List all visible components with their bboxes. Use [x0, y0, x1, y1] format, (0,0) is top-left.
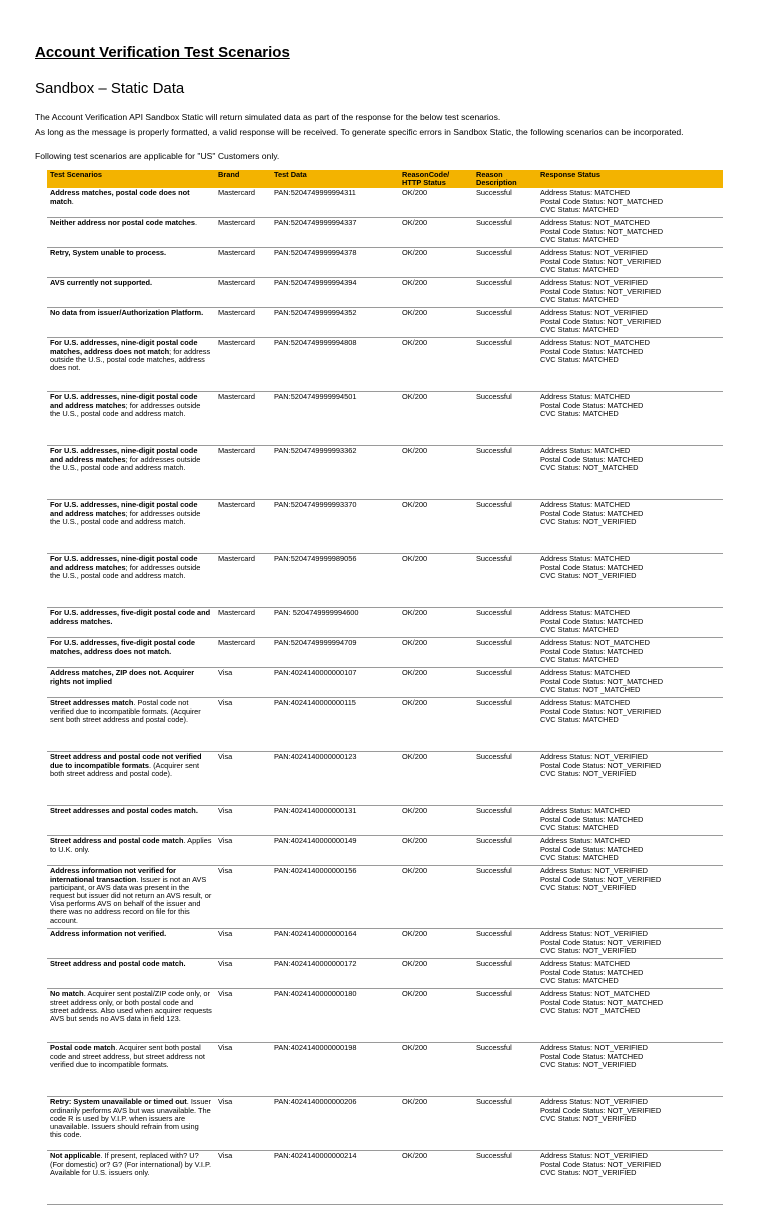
- scenario-cell: [47, 806, 215, 836]
- status-line: CVC Status: MATCHED: [540, 852, 619, 862]
- reason-code-cell: OK/200: [399, 308, 473, 338]
- response-status-cell: [537, 608, 723, 638]
- scenario-detail: . Postal code not verified due to incompatible formats. (Acquirer sent both street address and postal code).: [50, 699, 201, 724]
- response-status-cell: [537, 929, 723, 959]
- status-line: Address Status: NOT_VERIFIED: [540, 866, 649, 876]
- scenario-cell: [47, 836, 215, 866]
- status-line: Address Status: MATCHED: [540, 836, 631, 846]
- status-line: Address Status: MATCHED: [540, 188, 631, 198]
- table-row: [47, 392, 723, 446]
- table-body: [47, 188, 723, 1205]
- scenario-title: Address information not verified.: [50, 930, 167, 939]
- status-line: Postal Code Status: MATCHED: [540, 616, 644, 626]
- scenario-cell: [47, 638, 215, 668]
- response-status-cell: [537, 218, 723, 248]
- scenario-title: For U.S. addresses, nine-digit postal code matches, address does not match: [50, 339, 198, 356]
- reason-code-cell: OK/200: [399, 752, 473, 806]
- status-line: CVC Status: MATCHED: [540, 324, 619, 334]
- table-row: [47, 338, 723, 392]
- scenario-detail: ; for addresses outside the U.S., postal code and address match.: [50, 454, 201, 472]
- header-test-scenarios: Test Scenarios: [47, 170, 215, 188]
- reason-code-cell: OK/200: [399, 806, 473, 836]
- status-line: Postal Code Status: MATCHED: [540, 346, 644, 356]
- status-line: Postal Code Status: NOT_MATCHED: [540, 676, 664, 686]
- reason-description-cell: Successful: [473, 959, 537, 989]
- status-line: CVC Status: MATCHED: [540, 234, 619, 244]
- scenario-detail: ; for addresses outside the U.S., postal code and address match.: [50, 400, 201, 418]
- scenario-detail: ; for addresses outside the U.S., postal code and address match.: [50, 508, 201, 526]
- table-row: [47, 188, 723, 218]
- scenario-title: No match: [50, 990, 84, 999]
- response-status-cell: [537, 959, 723, 989]
- response-status-cell: [537, 392, 723, 446]
- scenario-title: Address information not verified for international transaction: [50, 867, 177, 884]
- reason-code-cell: OK/200: [399, 929, 473, 959]
- test-data-cell: PAN: 5204749999994600: [271, 608, 399, 638]
- brand-cell: Visa: [215, 698, 271, 752]
- scenario-cell: [47, 929, 215, 959]
- status-line: CVC Status: NOT_VERIFIED: [540, 1113, 637, 1123]
- test-data-cell: PAN:5204749999994808: [271, 338, 399, 392]
- status-line: Postal Code Status: NOT_VERIFIED: [540, 1159, 662, 1169]
- document-subtitle: Sandbox – Static Data: [35, 80, 185, 97]
- response-status-cell: [537, 278, 723, 308]
- status-line: Address Status: MATCHED: [540, 806, 631, 816]
- response-status-cell: [537, 668, 723, 698]
- status-line: CVC Status: MATCHED: [540, 975, 619, 985]
- reason-description-cell: Successful: [473, 248, 537, 278]
- brand-cell: Visa: [215, 959, 271, 989]
- scenario-cell: [47, 248, 215, 278]
- scenario-detail: . Issuer is not an AVS participant, or AVS data was present in the request but issuer did not return an AVS result, or Visa performs AVS on behalf of the issuer and there was no address record on file for this account.: [50, 874, 212, 925]
- scenario-detail: . Acquirer sent postal/ZIP code only, or street address only, or both postal code and street address. Also used when acquirer requests AVS but sends no AVS data in field 123.: [50, 990, 212, 1024]
- scenario-title: Street addresses match: [50, 699, 134, 708]
- table-row: [47, 806, 723, 836]
- table-row: [47, 1043, 723, 1097]
- table-row: [47, 248, 723, 278]
- header-response-status: Response Status: [537, 170, 723, 188]
- table-row: [47, 1151, 723, 1205]
- response-status-cell: [537, 308, 723, 338]
- scenario-title: Not applicable: [50, 1152, 101, 1161]
- status-line: Address Status: NOT_VERIFIED: [540, 1151, 649, 1161]
- test-data-cell: PAN:4024140000000164: [271, 929, 399, 959]
- brand-cell: Mastercard: [215, 338, 271, 392]
- brand-cell: Visa: [215, 866, 271, 929]
- status-line: CVC Status: NOT_VERIFIED: [540, 882, 637, 892]
- status-line: CVC Status: MATCHED: [540, 204, 619, 214]
- scenario-cell: [47, 338, 215, 392]
- reason-description-cell: Successful: [473, 929, 537, 959]
- brand-cell: Visa: [215, 1043, 271, 1097]
- response-status-cell: [537, 500, 723, 554]
- status-line: Postal Code Status: NOT_VERIFIED: [540, 874, 662, 884]
- reason-description-cell: Successful: [473, 1097, 537, 1151]
- brand-cell: Mastercard: [215, 500, 271, 554]
- header-reason-code: ReasonCode/ HTTP Status: [399, 170, 473, 188]
- test-scenarios-table: [47, 170, 723, 1205]
- scenario-detail: . Issuer ordinarily performs AVS but was unavailable. The code R is used by V.I.P. when issuers are unavailable. Issuers should refrain from using this code.: [50, 1098, 211, 1140]
- header-reason-description: Reason Description: [473, 170, 537, 188]
- brand-cell: Mastercard: [215, 392, 271, 446]
- scenario-cell: [47, 554, 215, 608]
- test-data-cell: PAN:4024140000000180: [271, 989, 399, 1043]
- reason-description-cell: Successful: [473, 188, 537, 218]
- scenario-cell: [47, 959, 215, 989]
- response-status-cell: [537, 248, 723, 278]
- status-line: Address Status: NOT_VERIFIED: [540, 752, 649, 762]
- test-data-cell: PAN:4024140000000107: [271, 668, 399, 698]
- reason-code-cell: OK/200: [399, 608, 473, 638]
- response-status-cell: [537, 989, 723, 1043]
- scenario-cell: [47, 218, 215, 248]
- reason-code-cell: OK/200: [399, 836, 473, 866]
- status-line: Address Status: NOT_MATCHED: [540, 218, 650, 228]
- reason-code-cell: OK/200: [399, 392, 473, 446]
- table-row: [47, 929, 723, 959]
- reason-code-cell: OK/200: [399, 278, 473, 308]
- scenario-detail: ; for addresses outside the U.S., postal code and address match.: [50, 562, 201, 580]
- scenario-title: Street addresses and postal codes match.: [50, 807, 198, 816]
- status-line: Address Status: MATCHED: [540, 392, 631, 402]
- status-line: Address Status: NOT_VERIFIED: [540, 1097, 649, 1107]
- status-line: Postal Code Status: NOT_MATCHED: [540, 997, 664, 1007]
- status-line: CVC Status: MATCHED: [540, 354, 619, 364]
- header-brand: Brand: [215, 170, 271, 188]
- status-line: Address Status: NOT_VERIFIED: [540, 929, 649, 939]
- reason-description-cell: Successful: [473, 1151, 537, 1205]
- reason-description-cell: Successful: [473, 989, 537, 1043]
- scenario-title: Postal code match: [50, 1044, 116, 1053]
- test-data-cell: PAN:5204749999994378: [271, 248, 399, 278]
- document-title: Account Verification Test Scenarios: [35, 44, 290, 61]
- status-line: Postal Code Status: NOT_VERIFIED: [540, 256, 662, 266]
- response-status-cell: [537, 1043, 723, 1097]
- status-line: Postal Code Status: NOT_MATCHED: [540, 196, 664, 206]
- reason-code-cell: OK/200: [399, 446, 473, 500]
- reason-description-cell: Successful: [473, 698, 537, 752]
- status-line: CVC Status: NOT_MATCHED: [540, 462, 639, 472]
- test-data-cell: PAN:4024140000000115: [271, 698, 399, 752]
- brand-cell: Visa: [215, 989, 271, 1043]
- scenario-title: For U.S. addresses, nine-digit postal code and address matches: [50, 501, 198, 518]
- reason-code-cell: OK/200: [399, 638, 473, 668]
- test-data-cell: PAN:5204749999994311: [271, 188, 399, 218]
- status-line: Postal Code Status: NOT_VERIFIED: [540, 316, 662, 326]
- reason-code-cell: OK/200: [399, 338, 473, 392]
- test-data-cell: PAN:5204749999994709: [271, 638, 399, 668]
- scenario-detail: . Acquirer sent both postal code and street address, but street address not verified due to incompatible formats.: [50, 1044, 205, 1069]
- brand-cell: Mastercard: [215, 278, 271, 308]
- response-status-cell: [537, 554, 723, 608]
- table-row: [47, 278, 723, 308]
- status-line: Postal Code Status: MATCHED: [540, 844, 644, 854]
- scenario-detail: . (Acquirer sent both street address and postal code).: [50, 760, 200, 778]
- scenario-cell: [47, 500, 215, 554]
- test-data-cell: PAN:5204749999993362: [271, 446, 399, 500]
- scenario-cell: [47, 989, 215, 1043]
- table-row: [47, 752, 723, 806]
- reason-description-cell: Successful: [473, 668, 537, 698]
- test-data-cell: PAN:4024140000000149: [271, 836, 399, 866]
- reason-code-cell: OK/200: [399, 500, 473, 554]
- status-line: CVC Status: MATCHED: [540, 624, 619, 634]
- scenario-detail: . If present, replaced with? U? (For domestic) or? G? (For international) by V.I.P. Available for U.S. issuers only.: [50, 1152, 212, 1177]
- scenario-cell: [47, 752, 215, 806]
- reason-code-cell: OK/200: [399, 989, 473, 1043]
- table-row: [47, 989, 723, 1043]
- brand-cell: Mastercard: [215, 446, 271, 500]
- response-status-cell: [537, 752, 723, 806]
- scenario-cell: [47, 608, 215, 638]
- status-line: Address Status: MATCHED: [540, 608, 631, 618]
- test-data-cell: PAN:4024140000000206: [271, 1097, 399, 1151]
- reason-code-cell: OK/200: [399, 1043, 473, 1097]
- status-line: Postal Code Status: NOT_VERIFIED: [540, 1105, 662, 1115]
- brand-cell: Mastercard: [215, 188, 271, 218]
- brand-cell: Mastercard: [215, 248, 271, 278]
- brand-cell: Mastercard: [215, 308, 271, 338]
- brand-cell: Visa: [215, 836, 271, 866]
- response-status-cell: [537, 698, 723, 752]
- brand-cell: Mastercard: [215, 638, 271, 668]
- response-status-cell: [537, 338, 723, 392]
- response-status-cell: [537, 866, 723, 929]
- reason-description-cell: Successful: [473, 308, 537, 338]
- test-data-cell: PAN:5204749999994352: [271, 308, 399, 338]
- test-data-cell: PAN:5204749999989056: [271, 554, 399, 608]
- header-test-data: Test Data: [271, 170, 399, 188]
- reason-description-cell: Successful: [473, 278, 537, 308]
- reason-description-cell: Successful: [473, 1043, 537, 1097]
- response-status-cell: [537, 446, 723, 500]
- reason-description-cell: Successful: [473, 608, 537, 638]
- brand-cell: Visa: [215, 752, 271, 806]
- status-line: Postal Code Status: MATCHED: [540, 454, 644, 464]
- reason-code-cell: OK/200: [399, 1097, 473, 1151]
- reason-code-cell: OK/200: [399, 866, 473, 929]
- status-line: CVC Status: MATCHED: [540, 294, 619, 304]
- intro-paragraph: The Account Verification API Sandbox Static will return simulated data as part of the response for the below test scenarios.: [35, 112, 501, 122]
- response-status-cell: [537, 836, 723, 866]
- brand-cell: Visa: [215, 1151, 271, 1205]
- note-paragraph: As long as the message is properly formatted, a valid response will be received. To generate specific errors in Sandbox Static, the following scenarios can be incorporated.: [35, 127, 684, 137]
- table-row: [47, 1097, 723, 1151]
- scenario-title: For U.S. addresses, nine-digit postal code and address matches: [50, 393, 198, 410]
- table-row: [47, 698, 723, 752]
- status-line: Postal Code Status: NOT_VERIFIED: [540, 760, 662, 770]
- status-line: Address Status: NOT_VERIFIED: [540, 278, 649, 288]
- table-row: [47, 500, 723, 554]
- reason-code-cell: OK/200: [399, 188, 473, 218]
- status-line: Postal Code Status: NOT_MATCHED: [540, 226, 664, 236]
- status-line: CVC Status: NOT_VERIFIED: [540, 516, 637, 526]
- scenario-cell: [47, 188, 215, 218]
- scenario-detail: .: [71, 196, 74, 206]
- table-row: [47, 554, 723, 608]
- test-data-cell: PAN:4024140000000123: [271, 752, 399, 806]
- test-data-cell: PAN:4024140000000172: [271, 959, 399, 989]
- status-line: Address Status: NOT_MATCHED: [540, 638, 650, 648]
- scenario-title: Address matches, ZIP does not. Acquirer rights not implied: [50, 669, 195, 686]
- status-line: Postal Code Status: MATCHED: [540, 967, 644, 977]
- scenario-title: AVS currently not supported.: [50, 279, 153, 288]
- scenario-title: Neither address nor postal code matches: [50, 219, 195, 228]
- table-header-row: [47, 170, 723, 188]
- table-row: [47, 446, 723, 500]
- status-line: Address Status: MATCHED: [540, 446, 631, 456]
- status-line: Postal Code Status: MATCHED: [540, 814, 644, 824]
- status-line: CVC Status: MATCHED: [540, 822, 619, 832]
- scenario-title: For U.S. addresses, nine-digit postal code and address matches: [50, 447, 198, 464]
- status-line: Address Status: MATCHED: [540, 959, 631, 969]
- status-line: Postal Code Status: NOT_VERIFIED: [540, 706, 662, 716]
- scenario-cell: [47, 1151, 215, 1205]
- reason-description-cell: Successful: [473, 836, 537, 866]
- scenario-cell: [47, 1097, 215, 1151]
- scenario-title: For U.S. addresses, five-digit postal code matches, address does not match.: [50, 639, 195, 656]
- scenario-detail: ; for address outside the U.S., postal code matches, address does not.: [50, 346, 211, 373]
- status-line: CVC Status: NOT_VERIFIED: [540, 570, 637, 580]
- brand-cell: Mastercard: [215, 554, 271, 608]
- reason-code-cell: OK/200: [399, 248, 473, 278]
- table-row: [47, 668, 723, 698]
- status-line: CVC Status: MATCHED: [540, 408, 619, 418]
- brand-cell: Visa: [215, 806, 271, 836]
- status-line: CVC Status: NOT _MATCHED: [540, 1005, 641, 1015]
- reason-description-cell: Successful: [473, 446, 537, 500]
- reason-description-cell: Successful: [473, 638, 537, 668]
- status-line: Postal Code Status: MATCHED: [540, 1051, 644, 1061]
- test-data-cell: PAN:4024140000000214: [271, 1151, 399, 1205]
- status-line: Address Status: MATCHED: [540, 554, 631, 564]
- reason-code-cell: OK/200: [399, 698, 473, 752]
- reason-code-cell: OK/200: [399, 218, 473, 248]
- status-line: Address Status: NOT_MATCHED: [540, 338, 650, 348]
- test-data-cell: PAN:4024140000000198: [271, 1043, 399, 1097]
- table-row: [47, 866, 723, 929]
- reason-description-cell: Successful: [473, 500, 537, 554]
- table-row: [47, 638, 723, 668]
- status-line: CVC Status: MATCHED: [540, 654, 619, 664]
- status-line: CVC Status: NOT_VERIFIED: [540, 1059, 637, 1069]
- response-status-cell: [537, 806, 723, 836]
- table-row: [47, 308, 723, 338]
- status-line: CVC Status: NOT_VERIFIED: [540, 945, 637, 955]
- scenario-cell: [47, 278, 215, 308]
- status-line: Postal Code Status: MATCHED: [540, 562, 644, 572]
- status-line: Address Status: NOT_MATCHED: [540, 989, 650, 999]
- response-status-cell: [537, 188, 723, 218]
- scenario-title: For U.S. addresses, nine-digit postal code and address matches: [50, 555, 198, 572]
- status-line: Postal Code Status: NOT_VERIFIED: [540, 937, 662, 947]
- scenario-title: Street address and postal code match: [50, 837, 184, 846]
- status-line: Postal Code Status: MATCHED: [540, 400, 644, 410]
- response-status-cell: [537, 1097, 723, 1151]
- table-row: [47, 608, 723, 638]
- reason-description-cell: Successful: [473, 338, 537, 392]
- reason-description-cell: Successful: [473, 392, 537, 446]
- scenario-cell: [47, 392, 215, 446]
- brand-cell: Mastercard: [215, 218, 271, 248]
- scenario-title: Retry: System unavailable or timed out: [50, 1098, 187, 1107]
- brand-cell: Visa: [215, 929, 271, 959]
- scenario-detail: . Applies to U.K. only.: [50, 837, 212, 854]
- scenario-cell: [47, 446, 215, 500]
- status-line: Address Status: MATCHED: [540, 500, 631, 510]
- status-line: Address Status: MATCHED: [540, 698, 631, 708]
- test-data-cell: PAN:5204749999993370: [271, 500, 399, 554]
- table-row: [47, 836, 723, 866]
- brand-cell: Visa: [215, 1097, 271, 1151]
- scenario-cell: [47, 668, 215, 698]
- status-line: Postal Code Status: MATCHED: [540, 508, 644, 518]
- scenario-title: For U.S. addresses, five-digit postal code and address matches.: [50, 609, 211, 626]
- brand-cell: Visa: [215, 668, 271, 698]
- test-data-cell: PAN:5204749999994501: [271, 392, 399, 446]
- scenario-cell: [47, 866, 215, 929]
- scenario-title: No data from issuer/Authorization Platform.: [50, 309, 204, 318]
- status-line: CVC Status: NOT_VERIFIED: [540, 1167, 637, 1177]
- reason-code-cell: OK/200: [399, 1151, 473, 1205]
- status-line: CVC Status: NOT_VERIFIED: [540, 768, 637, 778]
- scenario-title: Street address and postal code not verified due to incompatible formats: [50, 753, 202, 770]
- scenario-detail: .: [194, 219, 198, 228]
- brand-cell: Mastercard: [215, 608, 271, 638]
- scenario-cell: [47, 1043, 215, 1097]
- test-data-cell: PAN:5204749999994337: [271, 218, 399, 248]
- status-line: CVC Status: NOT _MATCHED: [540, 684, 641, 694]
- response-status-cell: [537, 638, 723, 668]
- test-data-cell: PAN:4024140000000131: [271, 806, 399, 836]
- reason-description-cell: Successful: [473, 806, 537, 836]
- reason-code-cell: OK/200: [399, 959, 473, 989]
- scenario-title: Address matches, postal code does not match: [50, 189, 190, 206]
- reason-description-cell: Successful: [473, 752, 537, 806]
- status-line: CVC Status: MATCHED: [540, 714, 619, 724]
- scenario-title: Retry, System unable to process.: [50, 249, 167, 258]
- status-line: Address Status: MATCHED: [540, 668, 631, 678]
- status-line: Postal Code Status: MATCHED: [540, 646, 644, 656]
- table-row: [47, 959, 723, 989]
- reason-code-cell: OK/200: [399, 668, 473, 698]
- status-line: CVC Status: MATCHED: [540, 264, 619, 274]
- status-line: Address Status: NOT_VERIFIED: [540, 308, 649, 318]
- scenario-title: Street address and postal code match.: [50, 960, 186, 969]
- status-line: Address Status: NOT_VERIFIED: [540, 1043, 649, 1053]
- applicability-paragraph: Following test scenarios are applicable for "US" Customers only.: [35, 151, 280, 161]
- scenario-cell: [47, 308, 215, 338]
- test-data-cell: PAN:4024140000000156: [271, 866, 399, 929]
- reason-description-cell: Successful: [473, 554, 537, 608]
- scenario-cell: [47, 698, 215, 752]
- reason-description-cell: Successful: [473, 866, 537, 929]
- reason-code-cell: OK/200: [399, 554, 473, 608]
- status-line: Postal Code Status: NOT_VERIFIED: [540, 286, 662, 296]
- table-row: [47, 218, 723, 248]
- reason-description-cell: Successful: [473, 218, 537, 248]
- response-status-cell: [537, 1151, 723, 1205]
- test-data-cell: PAN:5204749999994394: [271, 278, 399, 308]
- status-line: Address Status: NOT_VERIFIED: [540, 248, 649, 258]
